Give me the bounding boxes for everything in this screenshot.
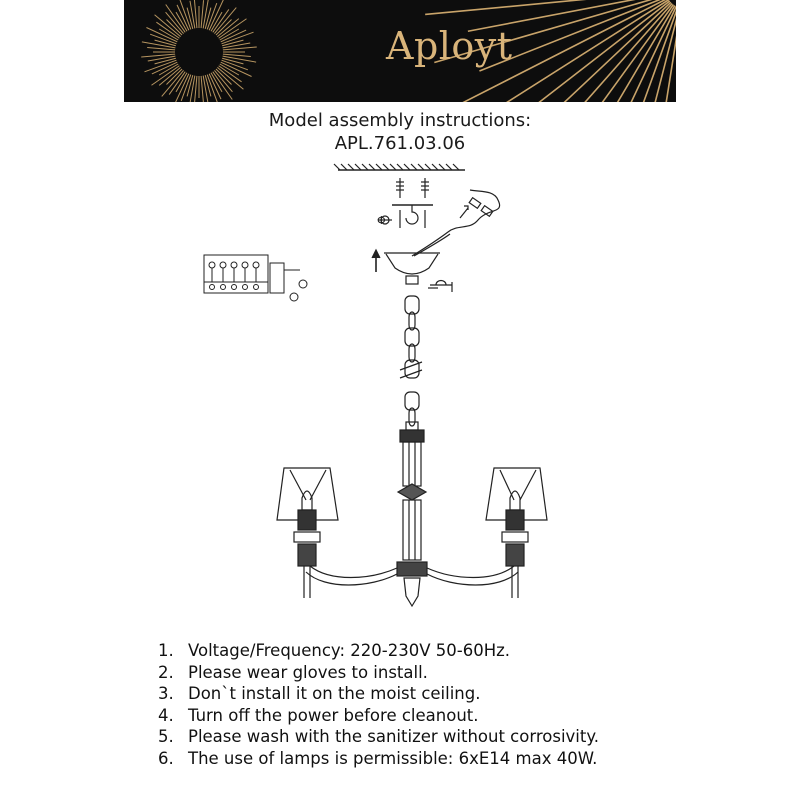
list-item: 6. The use of lamps is permissible: 6xE14 max 40W. — [158, 748, 598, 768]
header-banner — [124, 0, 676, 102]
list-item: 3. Don`t install it on the moist ceiling. — [158, 684, 481, 704]
central-column — [397, 422, 427, 606]
list-item: 1. Voltage/Frequency: 220-230V 50-60Hz. — [158, 641, 511, 660]
canopy — [384, 253, 452, 292]
list-item: 4. Turn off the power before cleanout. — [158, 705, 479, 725]
screw-icon — [396, 178, 429, 228]
page-title: Model assembly instructions: — [268, 110, 532, 131]
lamp-right — [486, 468, 547, 598]
terminal-block-icon — [204, 255, 307, 301]
list-item: 2. Please wear gloves to install. — [158, 662, 428, 682]
svg-text:Φ: Φ — [377, 214, 386, 227]
arrow-up-icon — [372, 250, 380, 272]
ceiling-hatch-icon — [334, 164, 465, 170]
chain — [405, 296, 419, 426]
chandelier-assembly-drawing — [0, 158, 800, 628]
instruction-list — [158, 640, 599, 770]
lamp-left — [277, 468, 338, 598]
model-number: APL.761.03.06 — [334, 133, 466, 154]
list-item: 5. Please wash with the sanitizer without corrosivity. — [158, 727, 600, 747]
brand-logo: Aployt — [386, 24, 513, 68]
